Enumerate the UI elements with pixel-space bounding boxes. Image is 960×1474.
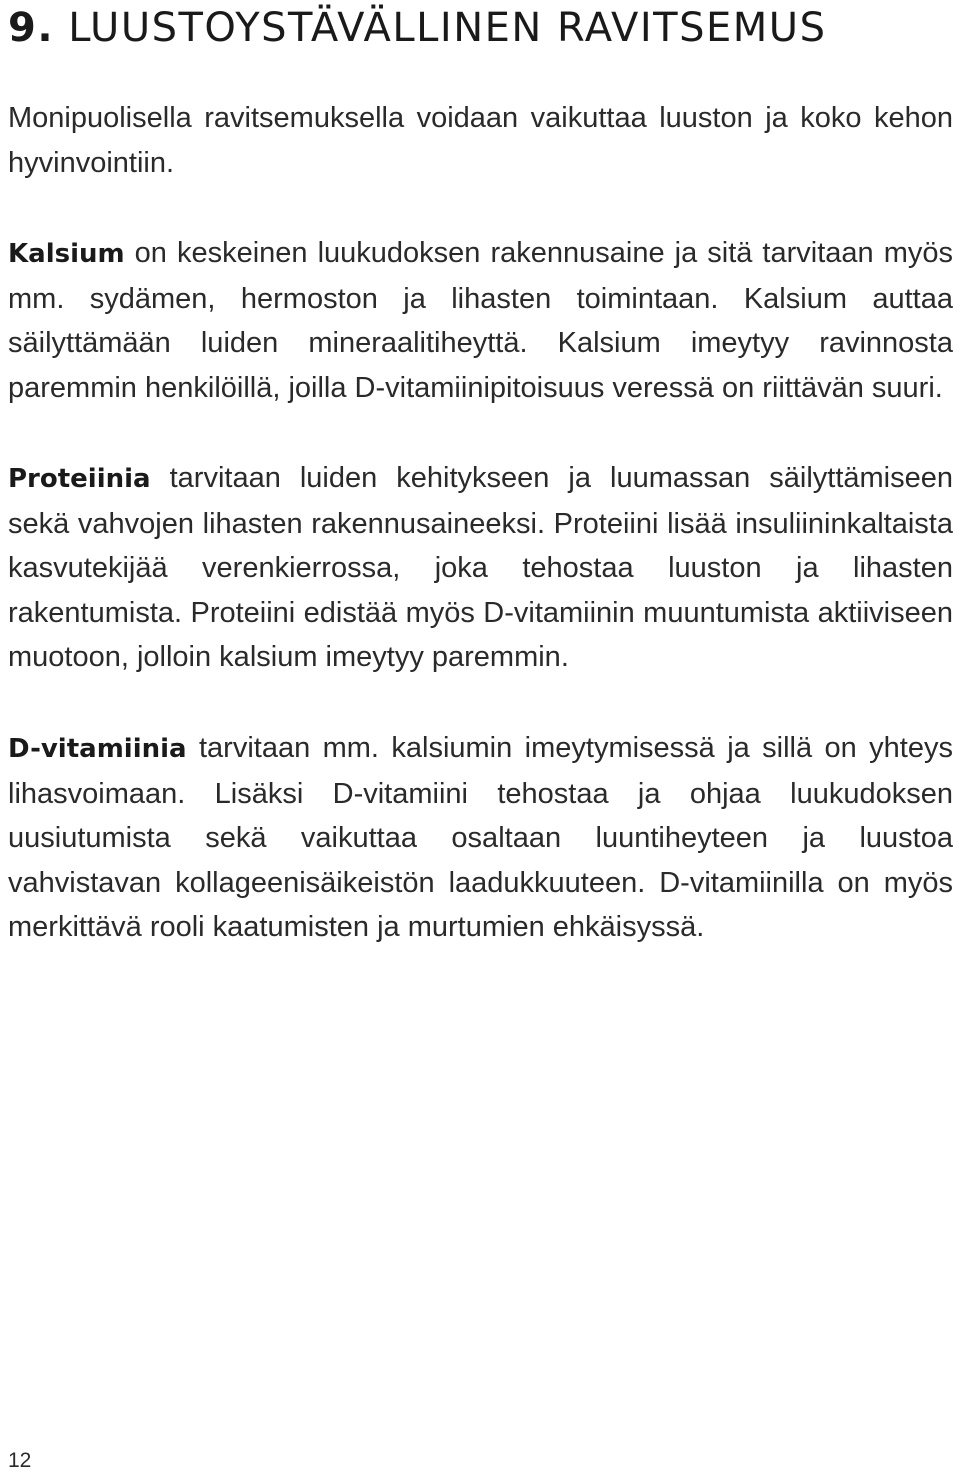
paragraph-text: tarvitaan luiden kehitykseen ja luumassan säilyttämiseen sekä vahvojen lihasten rakennusaineeksi. Proteiini lisää insuliininkaltaista kasvutekijää verenkierrossa, joka tehostaa luuston ja lihasten rakentumista. Proteiini edistää myös D-vitamiinin muuntumista aktiiviseen muotoon, jolloin kalsium imeytyy paremmin. [8, 462, 953, 673]
page-title [8, 0, 826, 56]
paragraph-keyword: D-vitamiinia [8, 734, 187, 764]
paragraph-keyword: Kalsium [8, 239, 125, 269]
section-title-text: LUUSTOYSTÄVÄLLINEN RAVITSEMUS [68, 5, 827, 51]
paragraph-text: on keskeinen luukudoksen rakennusaine ja sitä tarvitaan myös mm. sydämen, hermoston ja lihasten toimintaan. Kalsium auttaa säilyttämään luiden mineraalitiheyttä. Kalsium imeytyy ravinnosta paremmin henkilöillä, joilla D-vitamiinipitoisuus veressä on riittävän suuri. [8, 237, 953, 404]
vitamin-d-paragraph [8, 726, 953, 950]
calcium-paragraph [8, 231, 953, 410]
paragraph-text: Monipuolisella ravitsemuksella voidaan vaikuttaa luuston ja koko kehon hyvinvointiin. [8, 102, 953, 179]
page-number: 12 [8, 1449, 32, 1472]
section-number: 9. [8, 5, 55, 51]
paragraph-keyword: Proteiinia [8, 464, 151, 494]
paragraph-text: tarvitaan mm. kalsiumin imeytymisessä ja sillä on yhteys lihasvoimaan. Lisäksi D-vitamiini tehostaa ja ohjaa luukudoksen uusiutumista sekä vaikuttaa osaltaan luuntiheyteen ja luustoa vahvistavan kollageenisäikeistön laadukkuuteen. D-vitamiinilla on myös merkittävä rooli kaatumisten ja murtumien ehkäisyssä. [8, 732, 953, 943]
protein-paragraph [8, 456, 953, 680]
intro-paragraph [8, 96, 953, 185]
